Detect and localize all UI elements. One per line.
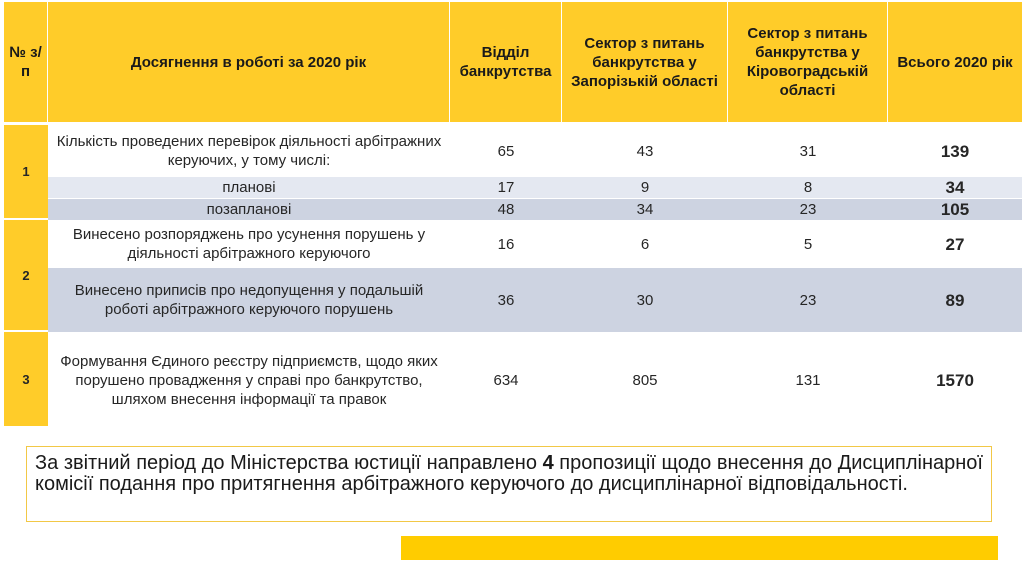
table-row [4,268,1022,332]
table-row [4,332,1022,428]
cell-dept: 634 [450,332,562,428]
cell-zaporizhzhia: 9 [562,177,728,198]
header-kirovohrad-sector: Сектор з питань банкрутства у Кіровоградській області [728,2,888,125]
cell-kirovohrad: 23 [728,268,888,332]
cell-dept: 16 [450,220,562,268]
cell-kirovohrad: 31 [728,125,888,177]
row-description: Формування Єдиного реєстру підприємств, щодо яких порушено провадження у справі про банкрутство, шляхом внесення інформації та правок [48,332,450,428]
achievements-table [4,2,1022,428]
cell-total: 34 [888,177,1022,198]
row-number: 2 [4,220,48,332]
row-number: 3 [4,332,48,428]
cell-kirovohrad: 23 [728,198,888,220]
header-number: № з/п [4,2,48,125]
cell-zaporizhzhia: 805 [562,332,728,428]
row-description: Винесено розпоряджень про усунення порушень у діяльності арбітражного керуючого [48,220,450,268]
row-description: Кількість проведених перевірок діяльності арбітражних керуючих, у тому числі: [48,125,450,177]
header-zaporizhzhia-sector: Сектор з питань банкрутства у Запорізькій області [562,2,728,125]
table-row [4,198,1022,220]
table-row [4,125,1022,177]
header-total-2020: Всього 2020 рік [888,2,1022,125]
note-text-after: пропозиції щодо внесення до Дисциплінарної комісії подання про притягнення арбітражного керуючого до дисциплінарної відповідальності. [35,452,983,495]
cell-total: 27 [888,220,1022,268]
cell-dept: 48 [450,198,562,220]
cell-total: 1570 [888,332,1022,428]
cell-dept: 36 [450,268,562,332]
row-number: 1 [4,125,48,220]
row-description: планові [48,177,450,198]
row-description: Винесено приписів про недопущення у подальшій роботі арбітражного керуючого порушень [48,268,450,332]
cell-dept: 65 [450,125,562,177]
header-achievements: Досягнення в роботі за 2020 рік [48,2,450,125]
cell-kirovohrad: 8 [728,177,888,198]
cell-zaporizhzhia: 30 [562,268,728,332]
cell-kirovohrad: 131 [728,332,888,428]
cell-dept: 17 [450,177,562,198]
table-row [4,220,1022,268]
table-header-row [4,2,1022,125]
cell-zaporizhzhia: 43 [562,125,728,177]
cell-total: 139 [888,125,1022,177]
cell-zaporizhzhia: 34 [562,198,728,220]
cell-zaporizhzhia: 6 [562,220,728,268]
decorative-accent-bar [401,536,998,560]
proposals-count: 4 [542,452,554,474]
note-text-before: За звітний період до Міністерства юстиції направлено [35,452,543,474]
cell-kirovohrad: 5 [728,220,888,268]
table-row [4,177,1022,198]
summary-note [26,446,992,522]
cell-total: 89 [888,268,1022,332]
row-description: позапланові [48,198,450,220]
header-bankruptcy-department: Відділ банкрутства [450,2,562,125]
cell-total: 105 [888,198,1022,220]
